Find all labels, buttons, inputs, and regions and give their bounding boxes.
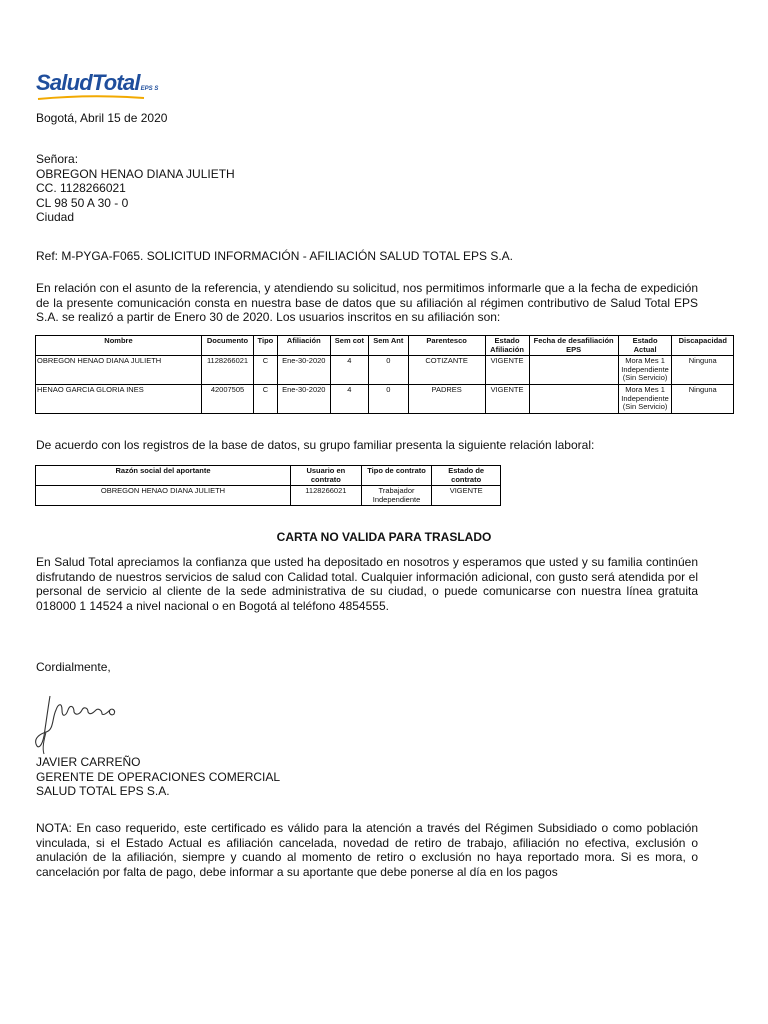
labor-paragraph: De acuerdo con los registros de la base de datos, su grupo familiar presenta la siguiente relación laboral: xyxy=(36,438,595,452)
cell-documento: 42007505 xyxy=(201,384,253,413)
cell-estado-afiliacion: VIGENTE xyxy=(485,384,529,413)
col-header: Estado de contrato xyxy=(432,466,501,486)
cell-afiliacion: Ene-30-2020 xyxy=(277,356,330,385)
table-row xyxy=(36,356,734,385)
cell-fecha-desafiliacion xyxy=(529,356,618,385)
cell-tipo: C xyxy=(254,356,278,385)
cell-discapacidad: Ninguna xyxy=(672,356,734,385)
cell-razon-social: OBREGON HENAO DIANA JULIETH xyxy=(36,486,291,506)
table-row xyxy=(36,486,501,506)
recipient-block xyxy=(36,152,235,225)
signatory-name: JAVIER CARREÑO xyxy=(36,755,141,769)
cell-afiliacion: Ene-30-2020 xyxy=(277,384,330,413)
col-header: Documento xyxy=(201,336,253,356)
table-row xyxy=(36,384,734,413)
cell-nombre: OBREGON HENAO DIANA JULIETH xyxy=(36,356,202,385)
cell-documento: 1128266021 xyxy=(201,356,253,385)
logo-swoosh-icon xyxy=(36,94,146,102)
recipient-name: OBREGON HENAO DIANA JULIETH xyxy=(36,166,235,181)
cell-discapacidad: Ninguna xyxy=(672,384,734,413)
cell-fecha-desafiliacion xyxy=(529,384,618,413)
notice-title: CARTA NO VALIDA PARA TRASLADO xyxy=(276,530,492,544)
labor-table xyxy=(35,465,501,506)
recipient-city: Ciudad xyxy=(36,210,75,224)
col-header: Tipo xyxy=(254,336,278,356)
cell-estado-contrato: VIGENTE xyxy=(432,486,501,506)
cell-estado-actual: Mora Mes 1 Independiente (Sin Servicio) xyxy=(618,384,672,413)
cell-parentesco: PADRES xyxy=(408,384,485,413)
sign-off: Cordialmente, xyxy=(36,660,111,674)
affiliates-table xyxy=(35,335,734,414)
affiliates-header-row xyxy=(36,336,734,356)
recipient-salutation: Señora: xyxy=(36,152,79,166)
handwritten-signature xyxy=(32,688,122,756)
cell-sem-ant: 0 xyxy=(368,384,408,413)
logo-wordmark: SaludTotal xyxy=(36,70,140,95)
cell-parentesco: COTIZANTE xyxy=(408,356,485,385)
closing-paragraph: En Salud Total apreciamos la confianza que usted ha depositado en nosotros y esperamos que usted y su familia continúen disfrutando de nuestros servicios de salud con Calidad total. Cualquier información adicional, con gusto será atendida por el personal de servicio al cliente de la sede administrativa de su ciudad, o puede comunicarse con nuestra línea gratuita 018000 1 14524 a nivel nacional o en Bogotá al teléfono 4854555. xyxy=(36,555,698,613)
intro-paragraph: En relación con el asunto de la referencia, y atendiendo su solicitud, nos permitimos informarle que a la fecha de expedición de la presente comunicación consta en nuestra base de datos que su afiliación al régimen contributivo de Salud Total EPS S.A. se realizó a partir de Enero 30 de 2020. Los usuarios inscritos en su afiliación son: xyxy=(36,281,698,324)
signatory-title: GERENTE DE OPERACIONES COMERCIAL xyxy=(36,769,281,784)
col-header: Tipo de contrato xyxy=(361,466,432,486)
col-header: Estado Actual xyxy=(618,336,672,356)
recipient-address: CL 98 50 A 30 - 0 xyxy=(36,195,129,210)
signatory-company: SALUD TOTAL EPS S.A. xyxy=(36,784,170,798)
recipient-id: CC. 1128266021 xyxy=(36,181,126,195)
reference-line: Ref: M-PYGA-F065. SOLICITUD INFORMACIÓN - AFILIACIÓN SALUD TOTAL EPS S.A. xyxy=(36,249,513,263)
cell-estado-afiliacion: VIGENTE xyxy=(485,356,529,385)
col-header: Parentesco xyxy=(408,336,485,356)
salud-total-logo xyxy=(36,70,158,100)
col-header: Estado Afiliación xyxy=(485,336,529,356)
labor-header-row xyxy=(36,466,501,486)
cell-usuario-contrato: 1128266021 xyxy=(291,486,362,506)
cell-tipo: C xyxy=(254,384,278,413)
col-header: Razón social del aportante xyxy=(36,466,291,486)
signatory-block xyxy=(36,755,280,799)
col-header: Sem cot xyxy=(330,336,368,356)
col-header: Discapacidad xyxy=(672,336,734,356)
cell-sem-cot: 4 xyxy=(330,384,368,413)
letter-date: Bogotá, Abril 15 de 2020 xyxy=(36,111,168,125)
col-header: Nombre xyxy=(36,336,202,356)
cell-tipo-contrato: Trabajador Independiente xyxy=(361,486,432,506)
cell-sem-cot: 4 xyxy=(330,356,368,385)
col-header: Fecha de desafiliación EPS xyxy=(529,336,618,356)
cell-estado-actual: Mora Mes 1 Independiente (Sin Servicio) xyxy=(618,356,672,385)
cell-nombre: HENAO GARCIA GLORIA INES xyxy=(36,384,202,413)
note-paragraph: NOTA: En caso requerido, este certificado es válido para la atención a través del Régimen Subsidiado o como población vinculada, si el Estado Actual es afiliación cancelada, novedad de retiro de trabajo, afiliación no efectiva, exclusión o anulación de la afiliación, siempre y cuando al momento de retiro o exclusión no haya reportado mora. Si es mora, o cancelación por falta de pago, debe informar a su aportante que debe ponerse al día en los pagos xyxy=(36,821,698,879)
logo-suffix: EPS S xyxy=(140,86,159,92)
col-header: Afiliación xyxy=(277,336,330,356)
col-header: Usuario en contrato xyxy=(291,466,362,486)
col-header: Sem Ant xyxy=(368,336,408,356)
cell-sem-ant: 0 xyxy=(368,356,408,385)
